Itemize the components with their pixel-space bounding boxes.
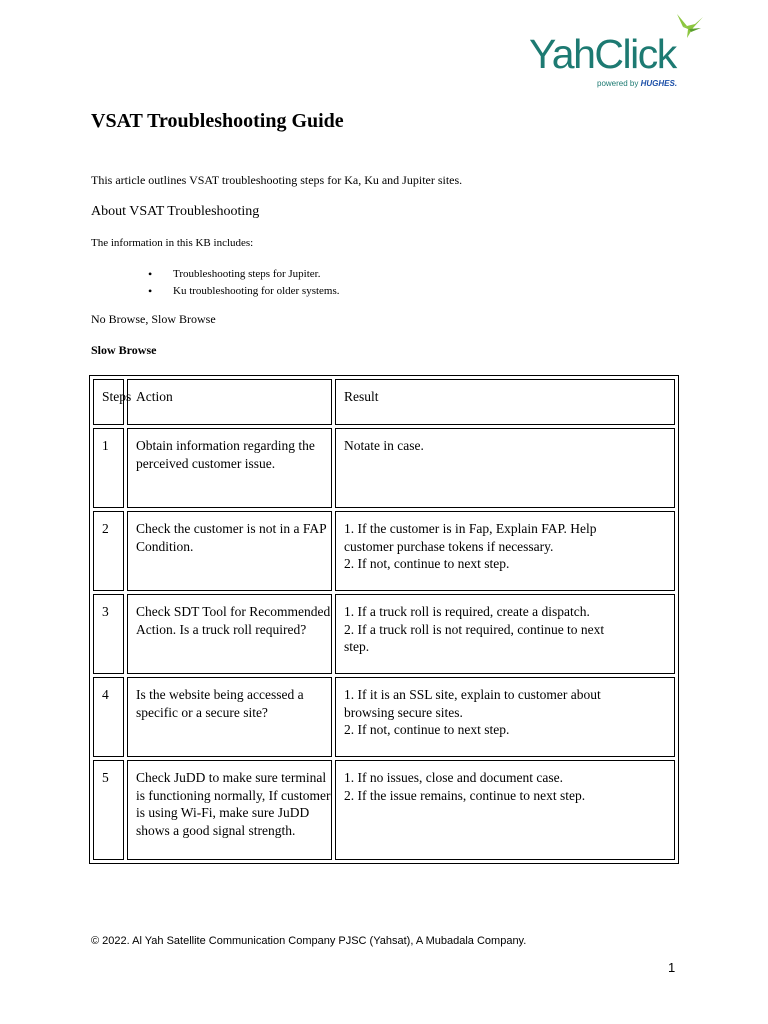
result-cell [335,594,675,674]
table-row [93,677,675,757]
page-number: 1 [668,960,676,975]
result-cell [335,760,675,860]
result-cell [335,677,675,757]
action-cell [127,511,332,591]
action-line: specific or a secure site? [136,704,268,720]
step-cell: 1 [93,428,124,508]
result-line: 1. If the customer is in Fap, Explain FAP. Help [344,521,597,536]
action-cell [127,760,332,860]
result-line: 2. If not, continue to next step. [344,722,510,737]
step-cell: 4 [93,677,124,757]
result-line: 2. If a truck roll is not required, continue to next [344,621,605,637]
intro-text: This article outlines VSAT troubleshooting steps for Ka, Ku and Jupiter sites. [91,173,463,187]
about-heading: About VSAT Troubleshooting [91,204,260,219]
action-line: Action. Is a truck roll required? [136,621,307,637]
action-line: Condition. [136,538,194,554]
action-line: Is the website being accessed a [136,687,304,702]
result-line: 1. If no issues, close and document case. [344,770,563,785]
section-heading: Slow Browse [91,343,157,357]
action-line: is using Wi-Fi, make sure JuDD [136,805,310,820]
action-line: Check SDT Tool for Recommended [136,604,331,619]
action-cell [127,677,332,757]
result-line: Notate in case. [344,438,424,453]
header-steps: Steps [93,379,124,425]
bullet-list [148,266,340,300]
action-cell [127,594,332,674]
result-line: 1. If it is an SSL site, explain to customer about [344,687,601,702]
steps-table-wrapper [89,375,679,864]
result-line: 2. If not, continue to next step. [344,556,510,571]
step-cell: 3 [93,594,124,674]
step-cell: 2 [93,511,124,591]
steps-table [89,375,679,864]
result-line: browsing secure sites. [344,704,463,720]
logo-wordmark: YahClick [529,31,676,77]
table-row [93,428,675,508]
action-line: perceived customer issue. [136,455,276,471]
hughes-brand: HUGHES. [640,79,678,88]
result-line: customer purchase tokens if necessary. [344,538,554,554]
table-row [93,594,675,674]
header-result: Result [335,379,675,425]
step-cell: 5 [93,760,124,860]
table-header-row [93,379,675,425]
table-row [93,760,675,860]
includes-text: The information in this KB includes: [91,237,254,249]
result-line: 2. If the issue remains, continue to next step. [344,787,586,803]
action-line: is functioning normally, If customer [136,787,331,803]
logo-tagline [597,79,677,88]
action-line: Obtain information regarding the [136,438,315,453]
powered-by-text: powered by [597,79,639,88]
browse-line: No Browse, Slow Browse [91,312,216,326]
result-cell [335,511,675,591]
action-line: shows a good signal strength. [136,822,296,838]
result-line: 1. If a truck roll is required, create a dispatch. [344,604,590,619]
copyright-footer: © 2022. Al Yah Satellite Communication Company PJSC (Yahsat), A Mubadala Company. [91,935,527,947]
header-action: Action [127,379,332,425]
result-cell [335,428,675,508]
action-line: Check the customer is not in a FAP [136,521,327,536]
list-item: • Ku troubleshooting for older systems. [148,283,340,300]
page-title: VSAT Troubleshooting Guide [91,110,344,132]
bird-logo-icon [673,12,707,42]
action-line: Check JuDD to make sure terminal [136,770,327,785]
action-cell [127,428,332,508]
result-line: step. [344,639,370,654]
table-row [93,511,675,591]
list-item: • Troubleshooting steps for Jupiter. [148,266,340,283]
yahclick-logo [527,12,707,92]
